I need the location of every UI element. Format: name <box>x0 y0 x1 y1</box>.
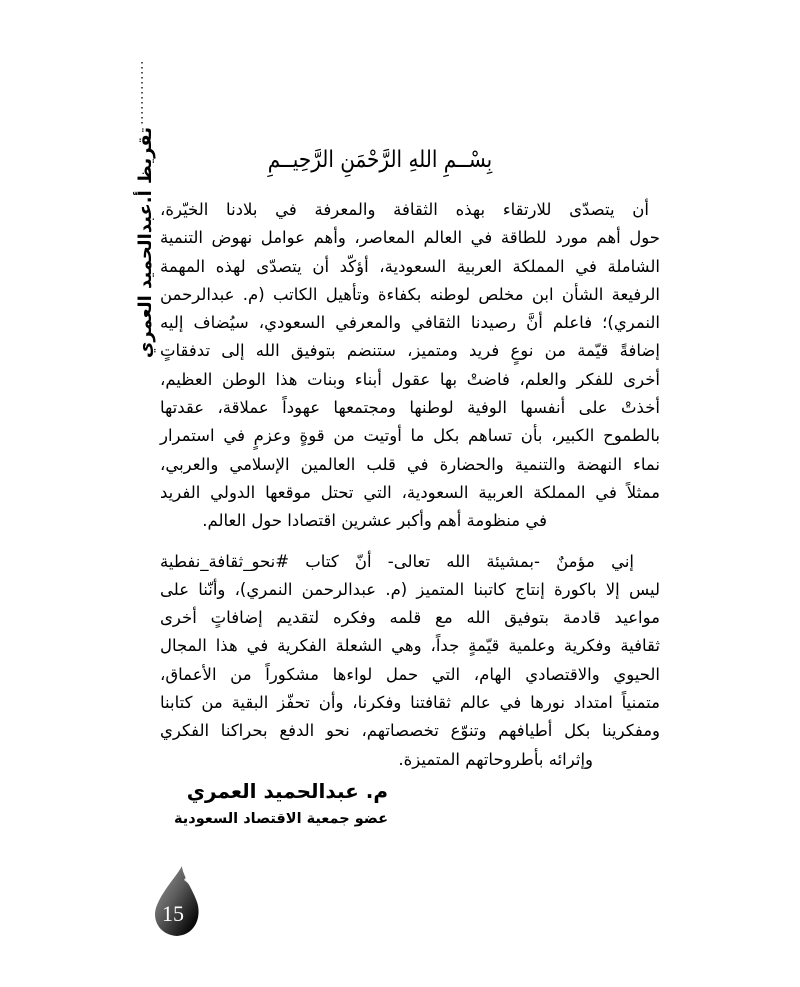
tribute-paragraph-1 <box>160 196 660 536</box>
spine-dotted-line <box>141 62 143 126</box>
text-line: أخذتْ على أنفسها الوفية لوطنها ومجتمعها عهوداً عملاقة، عقدتها <box>160 398 660 418</box>
text-line: ومفكرينا بكل أطيافهم وتنوّع تخصصاتهم، نحو الدفع بحراكنا الفكري <box>160 721 660 741</box>
text-line: متمنياً امتداد نورها في عالم ثقافتنا وفكرنا، وأن تحفّز البقية من كتابنا <box>160 693 660 713</box>
text-line: النمري)؛ فاعلم أنَّ رصيدنا الثقافي والمعرفي السعودي، سيُضاف إليه <box>160 313 660 333</box>
text-line: الحيوي والاقتصادي الهام، التي حمل لواءها مشكوراً من الأعماق، <box>160 664 660 684</box>
text-line: مواعيد قادمة بتوفيق الله مع قلمه وفكره لتقديم إضافاتٍ أخرى <box>160 608 660 628</box>
signature-role: عضو جمعية الاقتصاد السعودية <box>174 811 388 827</box>
text-line: ثقافية وفكرية وعلمية قيّمةٍ جداً، وهي الشعلة الفكرية في هذا المجال <box>160 636 660 656</box>
spine-label: تقريظ أ.عبدالحميد العمري <box>135 127 156 359</box>
text-line: بالطموح الكبير، بأن تساهم بكل ما أوتيت من قوةٍ وعزمٍ في استمرار <box>160 426 660 446</box>
oil-drop-icon <box>146 864 210 942</box>
text-line: أن يتصدّى للارتقاء بهذه الثقافة والمعرفة في بلادنا الخيّرة، <box>160 200 649 219</box>
basmala-calligraphy: بِسْــمِ اللهِ الرَّحْمَنِ الرَّحِيــمِ <box>267 145 493 173</box>
text-line: أخرى للفكر والعلم، فاضتْ بها عقول أبناء وبنات هذا الوطن العظيم، <box>160 369 660 389</box>
signature-block <box>160 776 660 832</box>
text-line: ممثلاً في المملكة العربية السعودية، التي تحتل موقعها الدولي الفريد <box>160 482 660 502</box>
text-line: حول أهم مورد للطاقة في العالم المعاصر، وأهم عوامل نهوض التنمية <box>160 228 660 248</box>
page-number: 15 <box>162 901 184 926</box>
text-line: إني مؤمنٌ -بمشيئة الله تعالى- أنّ كتاب #نحو_ثقافة_نفطية <box>160 551 634 571</box>
text-line: إضافةً قيّمة من نوعٍ فريد ومتميز، ستنضم بتوفيق الله إلى تدفقاتٍ <box>160 341 660 361</box>
text-line: الشاملة في المملكة العربية السعودية، أؤكّد أن يتصدّى لهذه المهمة <box>160 256 660 276</box>
text-line: الرفيعة الشأن ابن مخلص لوطنه بكفاءة وتأهيل الكاتب (م. عبدالرحمن <box>160 284 660 304</box>
tribute-paragraph-2 <box>160 548 660 774</box>
text-line: نماء النهضة والتنمية والحضارة في قلب العالمين الإسلامي والعربي، <box>160 454 660 474</box>
text-line: ليس إلا باكورة إنتاج كاتبنا المتميز (م. عبدالرحمن النمري)، وأنّنا على <box>160 579 660 599</box>
text-line: في منظومة أهم وأكبر عشرين اقتصادا حول العالم. <box>202 511 547 531</box>
signature-name: م. عبدالحميد العمري <box>186 779 388 803</box>
tribute-text <box>160 196 660 774</box>
text-line: وإثرائه بأطروحاتهم المتميزة. <box>398 749 593 769</box>
